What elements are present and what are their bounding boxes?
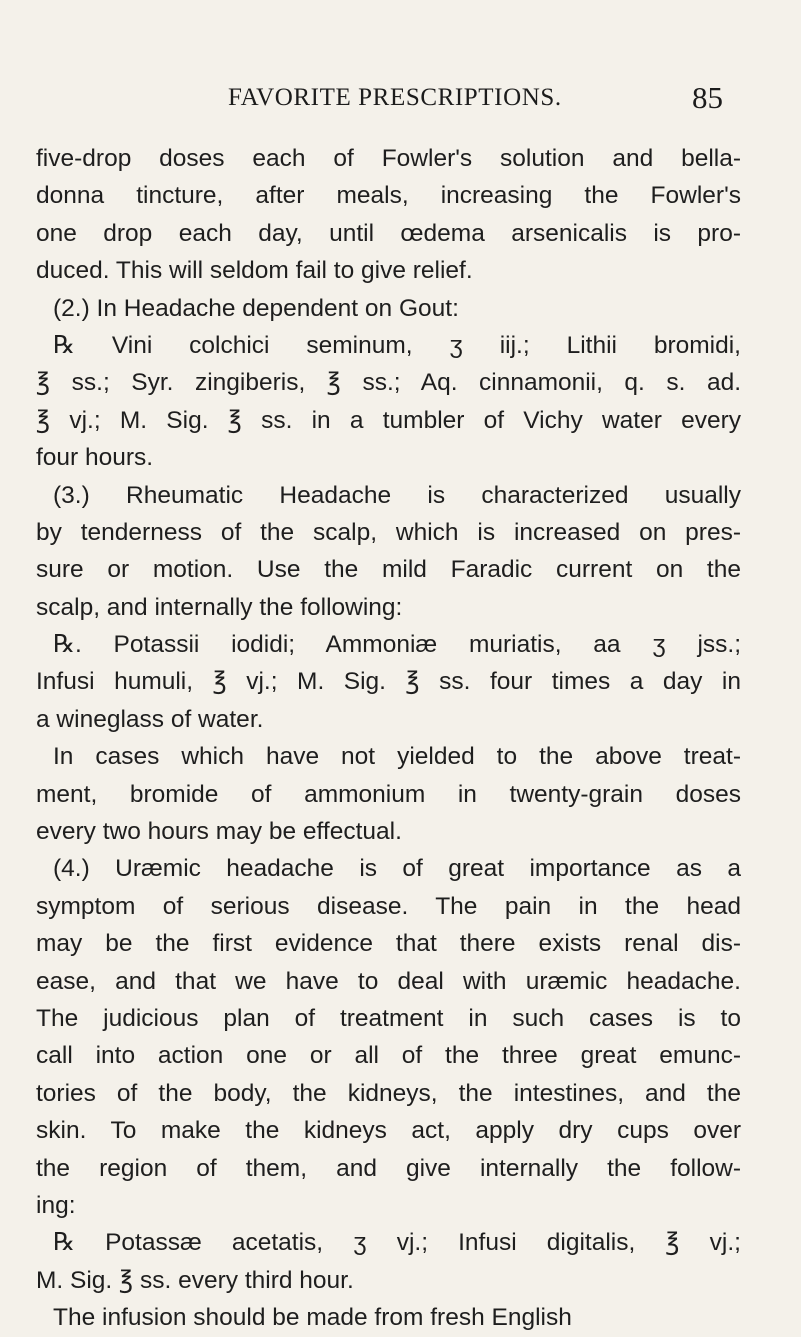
text-line: M. Sig. ℥ ss. every third hour. — [36, 1266, 354, 1294]
text-line: sure or motion. Use the mild Faradic current on the — [36, 556, 741, 584]
text-line: ℞ Potassæ acetatis, ʒ vj.; Infusi digitalis, ℥ vj.; — [53, 1229, 741, 1257]
page-number: 85 — [692, 80, 723, 115]
text-line: four hours. — [36, 444, 154, 472]
text-line: every two hours may be effectual. — [36, 818, 402, 846]
text-line: a wineglass of water. — [36, 705, 264, 733]
running-title: FAVORITE PRESCRIPTIONS. — [228, 84, 562, 111]
text-line: ment, bromide of ammonium in twenty-grain doses — [36, 780, 741, 808]
text-line: donna tincture, after meals, increasing the Fowler's — [36, 182, 741, 210]
text-line: The infusion should be made from fresh English — [53, 1304, 572, 1332]
text-line: one drop each day, until œdema arsenicalis is pro- — [36, 219, 741, 247]
text-line: ℞ Vini colchici seminum, ʒ iij.; Lithii bromidi, — [53, 331, 741, 359]
text-line: ease, and that we have to deal with uræmic headache. — [36, 967, 741, 995]
page-header — [36, 78, 736, 118]
text-line: duced. This will seldom fail to give relief. — [36, 257, 473, 285]
text-line: skin. To make the kidneys act, apply dry cups over — [36, 1117, 741, 1145]
text-line: by tenderness of the scalp, which is increased on pres- — [36, 518, 741, 546]
text-line: In cases which have not yielded to the above treat- — [53, 743, 741, 771]
text-line: ℥ vj.; M. Sig. ℥ ss. in a tumbler of Vichy water every — [36, 406, 741, 434]
text-line: ing: — [36, 1191, 76, 1219]
text-line: scalp, and internally the following: — [36, 593, 403, 621]
text-line: (2.) In Headache dependent on Gout: — [53, 294, 459, 322]
text-line: ℞. Potassii iodidi; Ammoniæ muriatis, aa ʒ jss.; — [53, 631, 741, 659]
text-line: Infusi humuli, ℥ vj.; M. Sig. ℥ ss. four times a day in — [36, 668, 741, 696]
text-line: symptom of serious disease. The pain in the head — [36, 892, 741, 920]
text-line: the region of them, and give internally the follow- — [36, 1154, 741, 1182]
text-line: tories of the body, the kidneys, the intestines, and the — [36, 1079, 741, 1107]
text-line: ℥ ss.; Syr. zingiberis, ℥ ss.; Aq. cinnamonii, q. s. ad. — [36, 369, 741, 397]
text-line: (4.) Uræmic headache is of great importance as a — [53, 855, 741, 883]
body-text — [36, 140, 741, 1337]
text-line: The judicious plan of treatment in such cases is to — [36, 1004, 741, 1032]
text-line: five-drop doses each of Fowler's solution and bella- — [36, 145, 741, 172]
text-line: (3.) Rheumatic Headache is characterized usually — [53, 481, 741, 509]
text-line: call into action one or all of the three great emunc- — [36, 1042, 741, 1070]
text-line: may be the first evidence that there exists renal dis- — [36, 930, 741, 958]
